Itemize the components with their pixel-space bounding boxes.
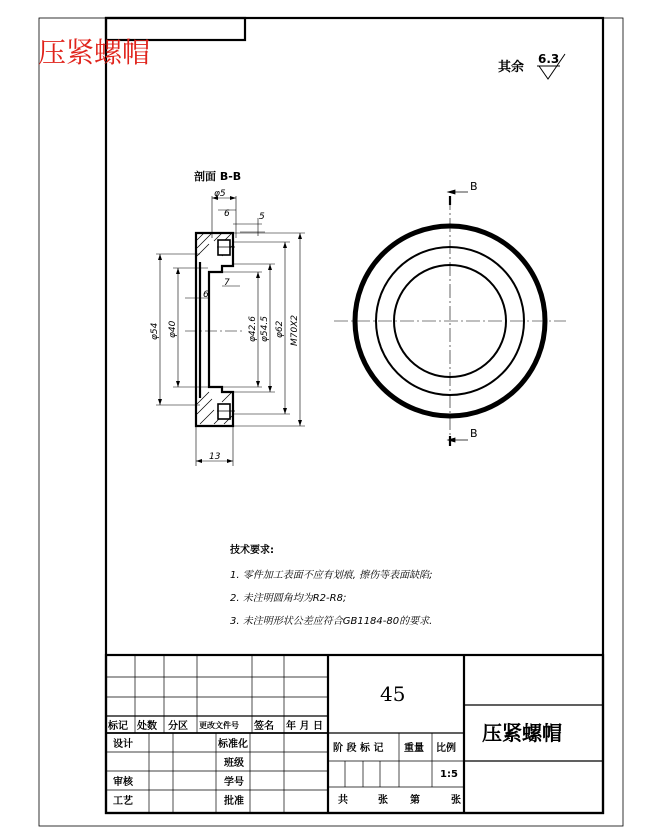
role-standardize: 标准化 — [218, 739, 248, 750]
roughness-value: 6.3 — [538, 52, 560, 66]
section-outline — [196, 233, 233, 426]
dim-d54: φ54 — [150, 322, 160, 340]
drawing-name: 压紧螺帽 — [482, 721, 562, 745]
part-title-red: 压紧螺帽 — [38, 36, 151, 69]
sheets-total-prefix: 共 — [338, 795, 348, 806]
tech-item-2: 2. 未注明圆角均为R2-R8; — [230, 593, 347, 604]
dim-w6-mid: 6 — [203, 290, 209, 300]
hole-bottom — [218, 404, 230, 419]
role-class: 班级 — [224, 758, 244, 769]
role-student-id: 学号 — [224, 777, 244, 788]
role-review: 审核 — [113, 777, 133, 788]
inner-frame — [106, 18, 603, 813]
tech-heading: 技术要求: — [230, 545, 274, 556]
dim-m70: M70X2 — [290, 314, 300, 346]
rev-header-date: 年 月 日 — [286, 721, 323, 732]
rev-header-count: 处数 — [137, 721, 157, 732]
sheets-sheet-prefix: 第 — [410, 795, 420, 806]
tech-item-3: 3. 未注明形状公差应符合GB1184-80的要求. — [230, 616, 433, 627]
rev-header-docno: 更改文件号 — [199, 721, 239, 730]
dim-d42-6: φ42.6 — [248, 316, 258, 342]
dim-d5: φ5 — [214, 189, 226, 199]
front-centerlines — [334, 196, 566, 446]
role-design: 设计 — [113, 739, 133, 750]
sheets-total-suffix: 张 — [378, 795, 388, 806]
hole-top — [218, 240, 230, 255]
tech-item-1: 1. 零件加工表面不应有划痕, 擦伤等表面缺陷; — [230, 570, 433, 581]
dim-d40: φ40 — [168, 320, 178, 338]
section-view — [150, 189, 305, 466]
material: 45 — [380, 682, 406, 706]
section-label: 剖面 B-B — [194, 170, 242, 183]
scale-header: 比例 — [436, 743, 456, 754]
dim-w7: 7 — [224, 278, 230, 288]
dim-w13: 13 — [209, 452, 221, 462]
tech-requirements — [229, 543, 432, 627]
dim-d62: φ62 — [275, 320, 285, 338]
dim-w6-top: 6 — [224, 209, 230, 219]
roughness-label: 其余 — [498, 60, 525, 75]
front-view — [334, 180, 566, 446]
role-process: 工艺 — [113, 796, 133, 807]
dim-w5: 5 — [259, 212, 265, 222]
dim-d54-5: φ54.5 — [260, 316, 270, 342]
sheets-sheet-suffix: 张 — [451, 795, 461, 806]
rev-header-zone: 分区 — [168, 721, 188, 732]
section-mark-bottom: B — [470, 427, 478, 440]
section-hatching — [197, 233, 232, 424]
stage-header: 阶 段 标 记 — [333, 743, 384, 754]
rev-header-mark: 标记 — [108, 721, 128, 732]
role-approve: 批准 — [224, 796, 244, 807]
rev-header-sign: 签名 — [254, 721, 274, 732]
weight-header: 重量 — [404, 743, 424, 754]
scale-value: 1:5 — [440, 769, 458, 780]
section-mark-top: B — [470, 180, 478, 193]
